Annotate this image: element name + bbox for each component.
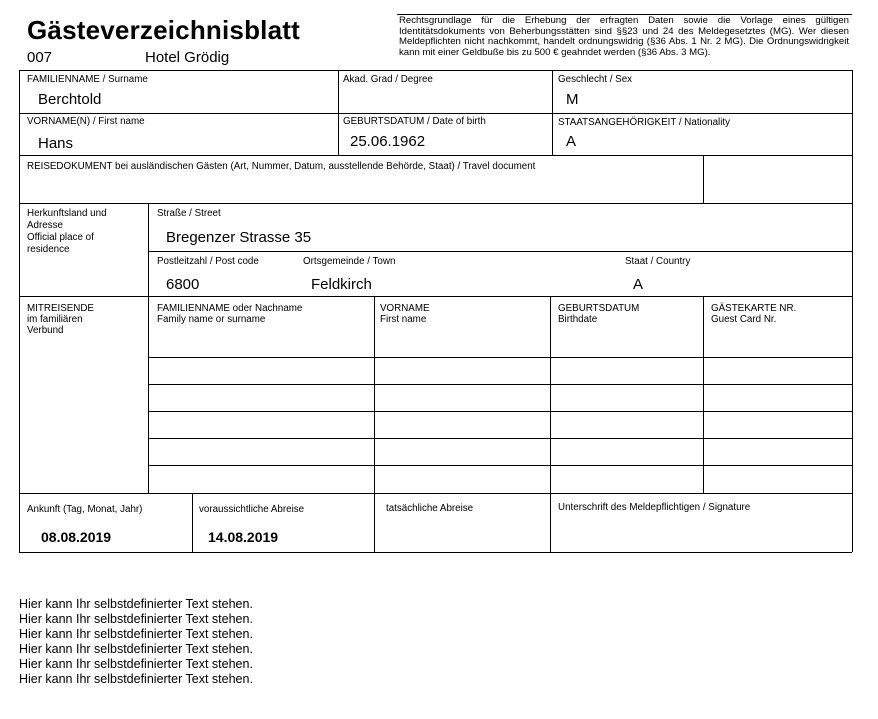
companion-guestcard-header: GÄSTEKARTE NR. Guest Card Nr. [711, 303, 797, 325]
form-border-right [852, 70, 853, 552]
form-rule-6 [19, 296, 852, 297]
arrival-label: Ankunft (Tag, Monat, Jahr) [27, 504, 143, 515]
custom-text-line: Hier kann Ihr selbstdefinierter Text stehen. [19, 597, 253, 611]
divider-address [148, 203, 149, 493]
surname-label: FAMILIENNAME / Surname [27, 74, 148, 85]
planned-departure-label: voraussichtliche Abreise [199, 504, 305, 515]
form-rule-3 [19, 155, 852, 156]
form-rule-7 [19, 493, 852, 494]
town-label: Ortsgemeinde / Town [303, 256, 396, 267]
firstname-field[interactable]: Hans [38, 135, 74, 152]
sex-label: Geschlecht / Sex [558, 74, 633, 85]
divider-birthdate-col [550, 296, 551, 552]
divider-degree [338, 70, 339, 155]
companion-firstname-header: VORNAME First name [380, 303, 430, 325]
country-field[interactable]: A [633, 276, 644, 293]
custom-text-line: Hier kann Ihr selbstdefinierter Text stehen. [19, 612, 253, 626]
companion-birthdate-header: GEBURTSDATUM Birthdate [558, 303, 640, 325]
companion-rule-4 [148, 438, 852, 439]
divider-departure [192, 493, 193, 552]
form-rule-2 [19, 113, 852, 114]
companion-rule-5 [148, 465, 852, 466]
form-rule-1 [19, 70, 852, 71]
companion-rule-3 [148, 411, 852, 412]
form-rule-8 [19, 552, 852, 553]
companion-surname-header: FAMILIENNAME oder Nachname Family name or surname [157, 303, 303, 325]
signature-label: Unterschrift des Meldepflichtigen / Signature [558, 502, 751, 513]
dob-field[interactable]: 25.06.1962 [350, 133, 426, 150]
custom-text-line: Hier kann Ihr selbstdefinierter Text stehen. [19, 627, 253, 641]
custom-text-line: Hier kann Ihr selbstdefinierter Text stehen. [19, 642, 253, 656]
form-rule-4 [19, 203, 852, 204]
origin-label: Herkunftsland und Adresse Official place of residence [27, 208, 107, 255]
custom-text-line: Hier kann Ihr selbstdefinierter Text stehen. [19, 657, 253, 671]
arrival-field[interactable]: 08.08.2019 [41, 529, 112, 545]
divider-guestcard-col [703, 296, 704, 493]
companion-rule-1 [148, 357, 852, 358]
sex-field[interactable]: M [566, 91, 579, 108]
legal-notice: Rechtsgrundlage für die Erhebung der erfragten Daten sowie die Vorlage eines gültigen Identitätsdokuments von Beherbungsstätten sind §§23 und 24 des Meldegesetztes (MG). Wer diesen Meldepflichten nicht nachkommt, handelt ordnungswidrig (§36 Abs. 1 Nr. 2 MG). Die Ordnungswidrigkeit kann mit einer Geldbuße bis zu 500 € geahndet werden (§36 Abs. 3 MG). [399, 15, 849, 58]
town-field[interactable]: Feldkirch [311, 276, 372, 293]
firstname-label: VORNAME(N) / First name [27, 116, 145, 127]
custom-text-line: Hier kann Ihr selbstdefinierter Text stehen. [19, 672, 253, 686]
nationality-label: STAATSANGEHÖRIGKEIT / Nationality [558, 117, 731, 128]
country-label: Staat / Country [625, 256, 691, 267]
companions-label: MITREISENDE im familiären Verbund [27, 303, 94, 336]
page-title: Gästeverzeichnisblatt [27, 15, 300, 45]
street-label: Straße / Street [157, 208, 221, 219]
degree-label: Akad. Grad / Degree [343, 74, 433, 85]
surname-field[interactable]: Berchtold [38, 91, 102, 108]
travel-document-label: REISEDOKUMENT bei ausländischen Gästen (Art, Nummer, Datum, ausstellende Behörde, Staat) / Travel document [27, 161, 536, 172]
postcode-field[interactable]: 6800 [166, 276, 200, 293]
actual-departure-label: tatsächliche Abreise [386, 503, 474, 514]
planned-departure-field[interactable]: 14.08.2019 [208, 529, 279, 545]
form-rule-5 [148, 251, 852, 252]
divider-firstname-col [374, 296, 375, 552]
form-number: 007 [27, 49, 53, 66]
custom-text-block [19, 597, 253, 687]
dob-label: GEBURTSDATUM / Date of birth [343, 116, 486, 127]
postcode-label: Postleitzahl / Post code [157, 256, 259, 267]
street-field[interactable]: Bregenzer Strasse 35 [166, 229, 312, 246]
nationality-field[interactable]: A [566, 133, 577, 150]
form-border-left [19, 70, 20, 552]
companion-rule-2 [148, 384, 852, 385]
divider-traveldoc [703, 155, 704, 203]
divider-sex [552, 70, 553, 155]
hotel-name: Hotel Grödig [145, 49, 230, 66]
